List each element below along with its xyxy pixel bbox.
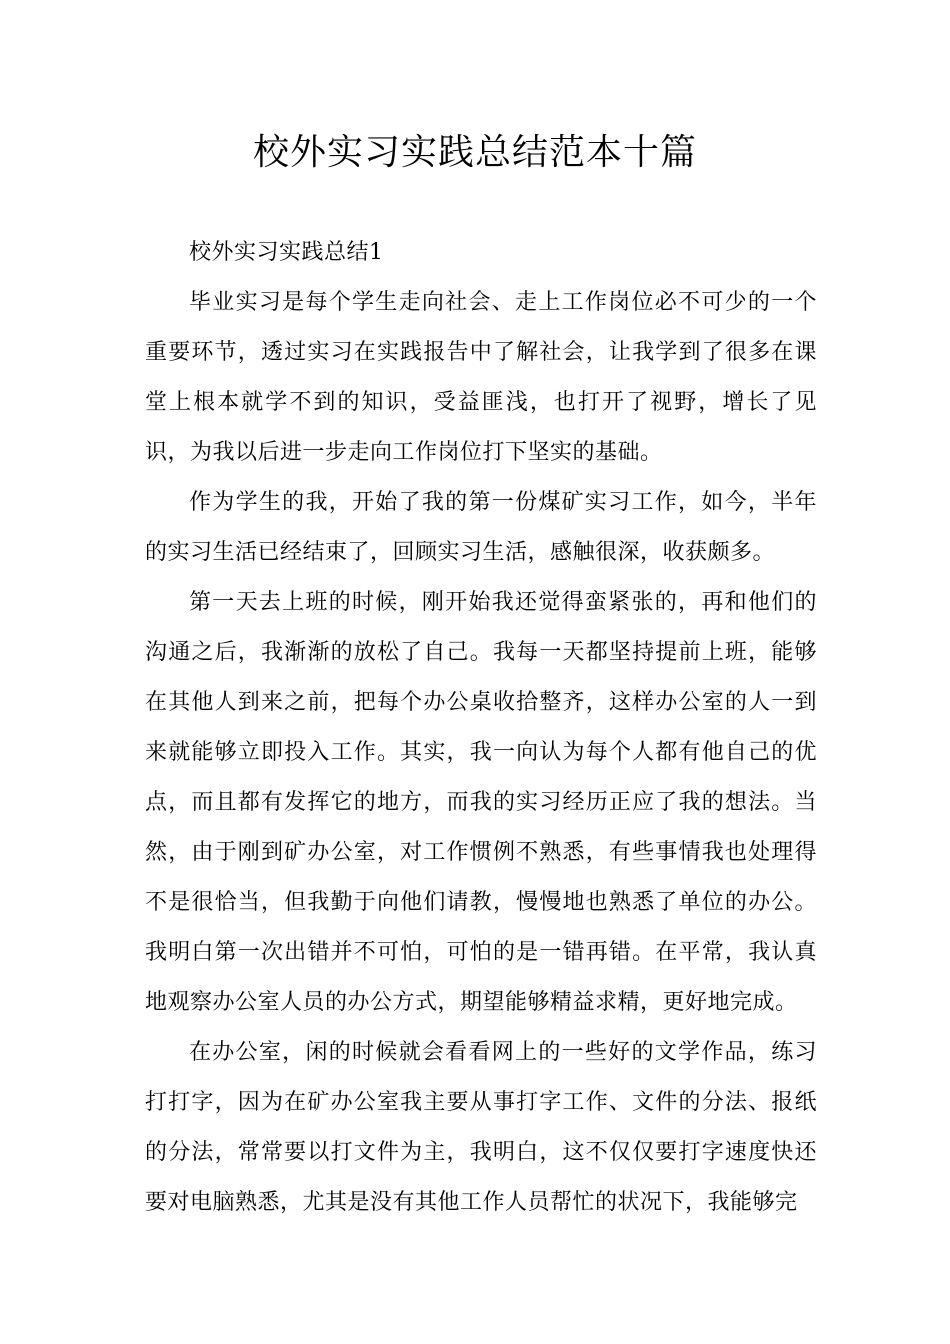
- body-paragraph: 在办公室，闲的时候就会看看网上的一些好的文学作品，练习打打字，因为在矿办公室我主要从事打字工作、文件的分法、报纸的分法，常常要以打文件为主，我明白，这不仅仅要打字速度快还要对电脑熟悉，尤其是没有其他工作人员帮忙的状况下，我能够完: [145, 1040, 817, 1215]
- body-paragraph: 第一天去上班的时候，刚开始我还觉得蛮紧张的，再和他们的沟通之后，我渐渐的放松了自己。我每一天都坚持提前上班，能够在其他人到来之前，把每个办公桌收拾整齐，这样办公室的人一到来就能够立即投入工作。其实，我一向认为每个人都有他自己的优点，而且都有发挥它的地方，而我的实习经历正应了我的想法。当然，由于刚到矿办公室，对工作惯例不熟悉，有些事情我也处理得不是很恰当，但我勤于向他们请教，慢慢地也熟悉了单位的办公。我明白第一次出错并不可怕，可怕的是一错再错。在平常，我认真地观察办公室人员的办公方式，期望能够精益求精，更好地完成。: [145, 590, 817, 1015]
- body-paragraph: 作为学生的我，开始了我的第一份煤矿实习工作，如今，半年的实习生活已经结束了，回顾实习生活，感触很深，收获颇多。: [145, 490, 817, 565]
- document-body: [145, 228, 817, 1228]
- document-title: 校外实习实践总结范本十篇: [252, 132, 697, 173]
- section-heading: 校外实习实践总结1: [189, 240, 384, 265]
- body-paragraph: 毕业实习是每个学生走向社会、走上工作岗位必不可少的一个重要环节，透过实习在实践报告中了解社会，让我学到了很多在课堂上根本就学不到的知识，受益匪浅，也打开了视野，增长了见识，为我以后进一步走向工作岗位打下坚实的基础。: [145, 290, 817, 465]
